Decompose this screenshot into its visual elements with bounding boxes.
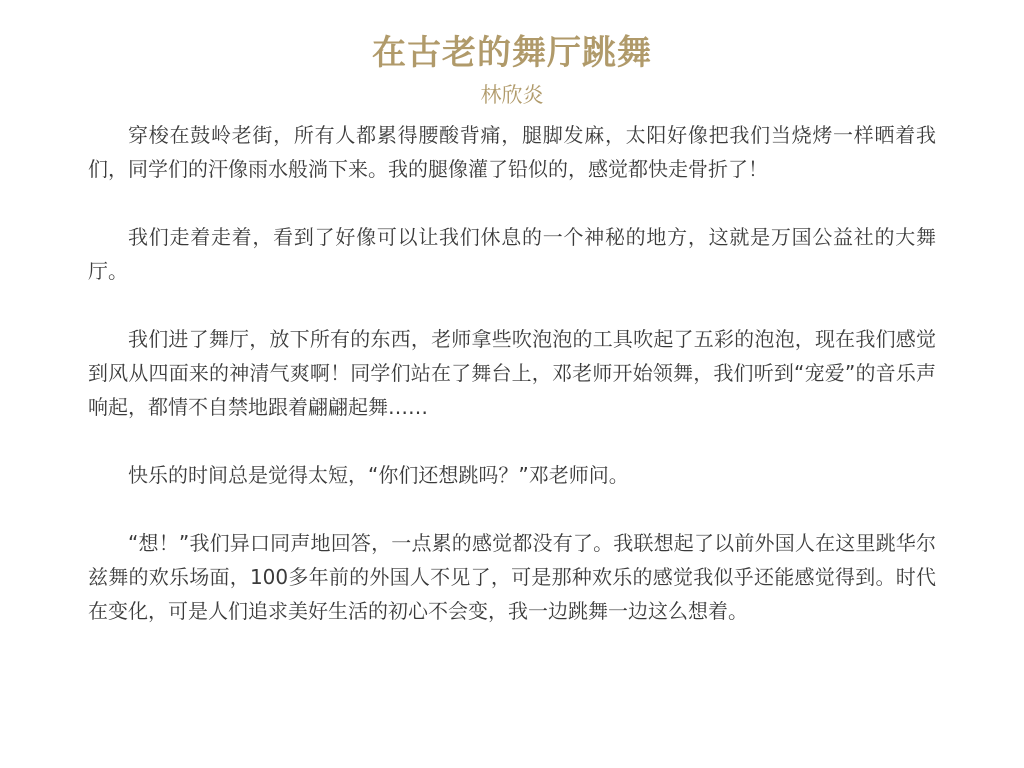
article-body — [88, 118, 936, 628]
article-author: 林欣炎 — [480, 83, 544, 107]
paragraph-5: “想！”我们异口同声地回答，一点累的感觉都没有了。我联想起了以前外国人在这里跳华尔兹舞的欢乐场面，100多年前的外国人不见了，可是那种欢乐的感觉我似乎还能感觉得到。时代在变化，可是人们追求美好生活的初心不会变，我一边跳舞一边这么想着。 — [88, 531, 936, 623]
paragraph-2: 我们走着走着，看到了好像可以让我们休息的一个神秘的地方，这就是万国公益社的大舞厅。 — [88, 225, 936, 283]
article-title: 在古老的舞厅跳舞 — [372, 33, 652, 73]
paragraph-1: 穿梭在鼓岭老街，所有人都累得腰酸背痛，腿脚发麻，太阳好像把我们当烧烤一样晒着我们，同学们的汗像雨水般淌下来。我的腿像灌了铅似的，感觉都快走骨折了！ — [88, 123, 936, 181]
paragraph-3: 我们进了舞厅，放下所有的东西，老师拿些吹泡泡的工具吹起了五彩的泡泡，现在我们感觉到风从四面来的神清气爽啊！同学们站在了舞台上，邓老师开始领舞，我们听到“宠爱”的音乐声响起，都情不自禁地跟着翩翩起舞…… — [88, 327, 936, 419]
paragraph-4: 快乐的时间总是觉得太短，“你们还想跳吗？”邓老师问。 — [128, 463, 629, 487]
